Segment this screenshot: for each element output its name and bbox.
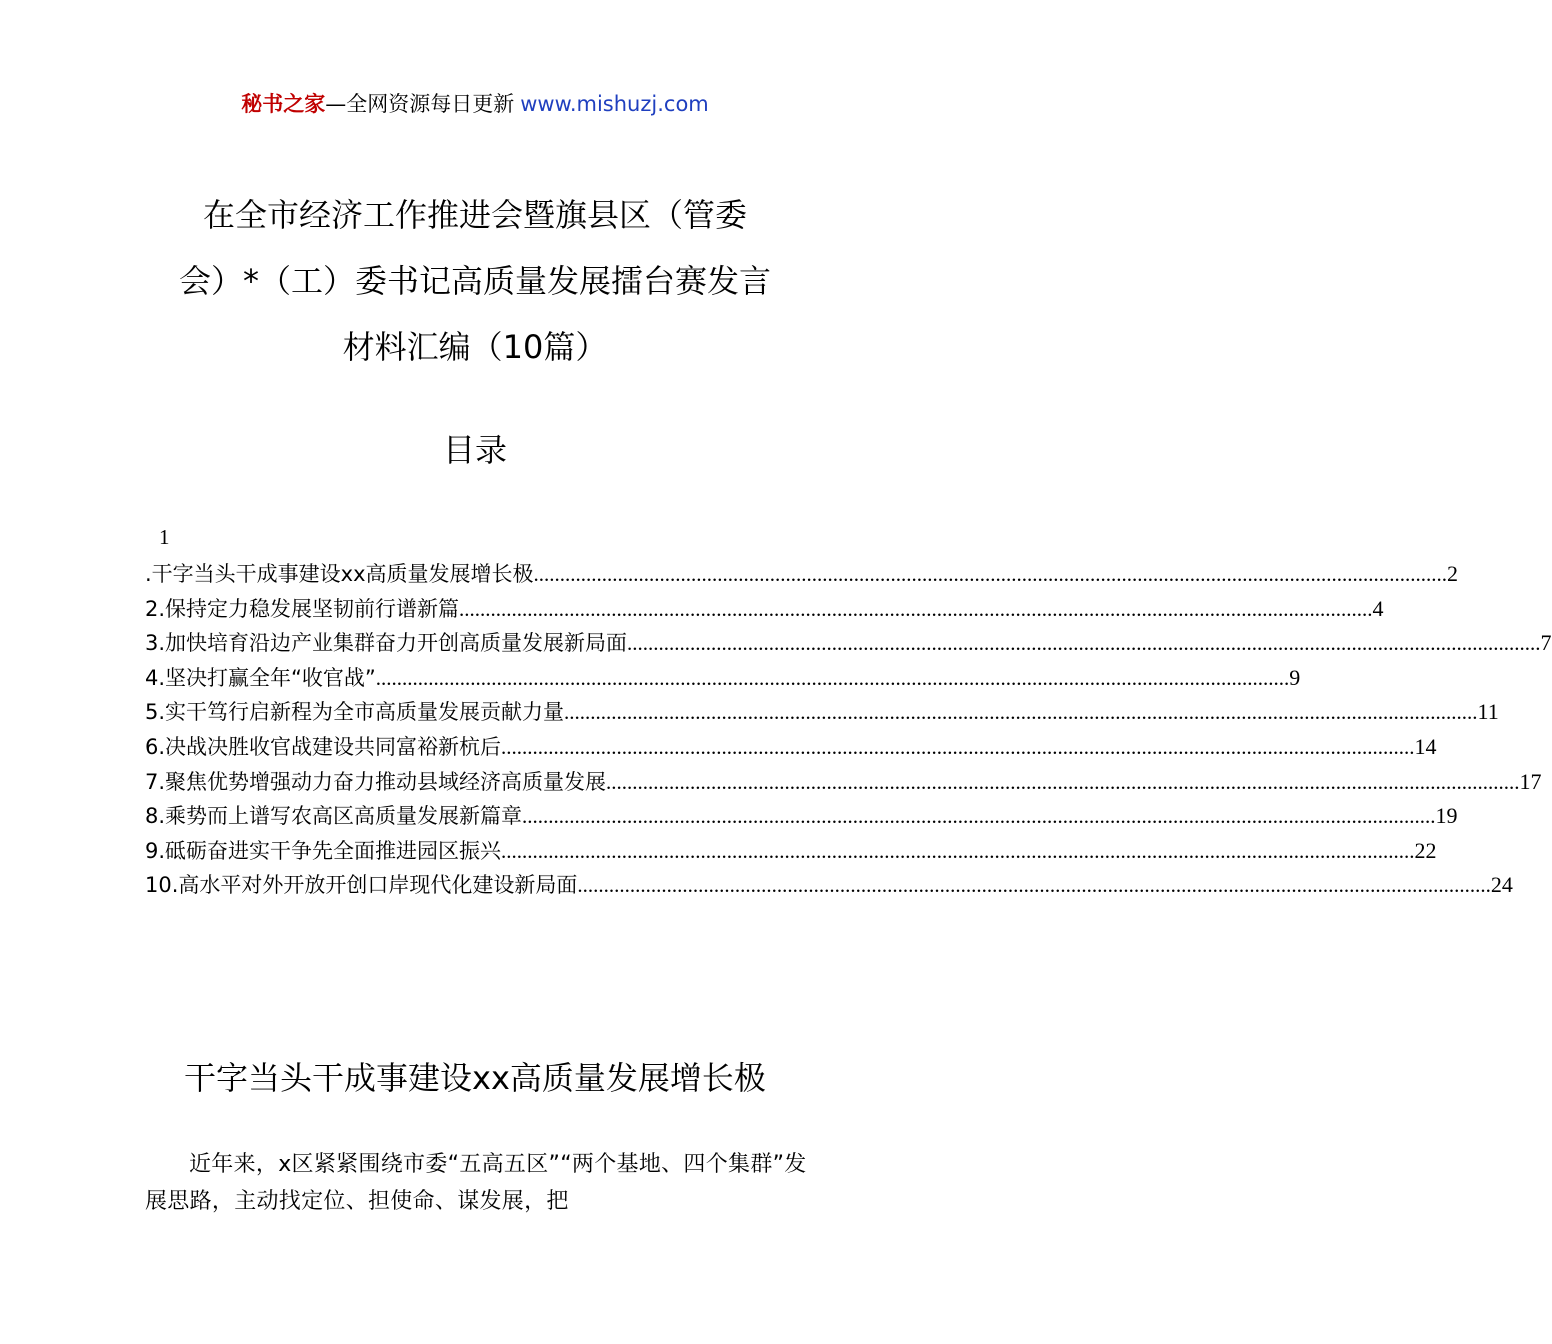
section-title: 干字当头干成事建设xx高质量发展增长极 — [184, 1059, 766, 1097]
toc-entry-page: 24 — [1490, 872, 1513, 898]
toc-entry-1[interactable] — [145, 558, 1459, 593]
toc-entry-page: 4 — [1372, 595, 1384, 621]
toc-first-number: 1 — [159, 525, 170, 549]
toc-entry-text: 3.加快培育沿边产业集群奋力开创高质量发展新局面 — [145, 631, 628, 656]
toc-entry-6[interactable] — [145, 731, 1437, 766]
toc-leader-dots — [564, 700, 1478, 725]
toc-entry-text: 10.高水平对外开放开创口岸现代化建设新局面 — [145, 873, 578, 898]
site-url-link[interactable]: www.mishuzj.com — [520, 92, 709, 116]
toc-entry-text: 6.决战决胜收官战建设共同富裕新杭后 — [145, 734, 502, 759]
toc-heading: 目录 — [442, 431, 507, 469]
toc-leader-dots — [534, 562, 1448, 587]
toc-leader-dots — [627, 631, 1541, 656]
toc-entry-2[interactable] — [145, 593, 1384, 628]
toc-entry-text: 4.坚决打赢全年“收官战” — [145, 665, 376, 690]
site-header — [0, 88, 950, 120]
header-tagline: —全网资源每日更新 — [325, 92, 515, 116]
toc-entry-page: 11 — [1477, 699, 1499, 725]
title-line-1: 在全市经济工作推进会暨旗县区（管委 — [202, 196, 747, 234]
toc-leader-dots — [501, 735, 1415, 760]
title-line-3: 材料汇编（10篇） — [342, 328, 608, 366]
toc-entry-9[interactable] — [145, 835, 1437, 870]
toc-leader-dots — [606, 770, 1520, 795]
body-paragraph: 近年来，x区紧紧围绕市委“五高五区”“两个基地、四个集群”发展思路，主动找定位、担使命、谋发展，把 — [145, 1152, 807, 1214]
brand-name: 秘书之家 — [241, 92, 326, 116]
title-line-2: 会）*（工）委书记高质量发展擂台赛发言 — [178, 262, 771, 300]
toc-entry-text: 5.实干笃行启新程为全市高质量发展贡献力量 — [145, 700, 565, 725]
toc-entry-10[interactable] — [145, 869, 1513, 904]
toc-entry-7[interactable] — [145, 766, 1542, 801]
toc-entry-text: 7.聚焦优势增强动力奋力推动县域经济高质量发展 — [145, 769, 607, 794]
toc-entry-5[interactable] — [145, 696, 1499, 731]
toc-entry-text: 8.乘势而上谱写农高区高质量发展新篇章 — [145, 804, 523, 829]
toc-leader-dots — [522, 804, 1436, 829]
toc-entry-page: 9 — [1289, 664, 1301, 690]
toc-entry-page: 22 — [1414, 837, 1437, 863]
toc-entry-page: 7 — [1540, 630, 1552, 656]
toc-leader-dots — [376, 666, 1290, 691]
toc-leader-dots — [459, 597, 1373, 622]
table-of-contents — [145, 558, 1552, 904]
toc-entry-page: 2 — [1447, 561, 1459, 586]
toc-entry-4[interactable] — [145, 662, 1301, 697]
toc-entry-page: 17 — [1519, 768, 1542, 794]
toc-entry-8[interactable] — [145, 800, 1458, 835]
toc-leader-dots — [577, 873, 1491, 898]
document-title — [150, 182, 800, 380]
toc-entry-page: 14 — [1414, 733, 1437, 759]
toc-entry-text: 9.砥砺奋进实干争先全面推进园区振兴 — [145, 838, 502, 863]
toc-entry-page: 19 — [1435, 803, 1458, 829]
toc-leader-dots — [501, 839, 1415, 864]
toc-entry-text: .干字当头干成事建设xx高质量发展增长极 — [145, 562, 534, 586]
toc-entry-3[interactable] — [145, 627, 1552, 662]
toc-entry-text: 2.保持定力稳发展坚韧前行谱新篇 — [145, 596, 460, 621]
